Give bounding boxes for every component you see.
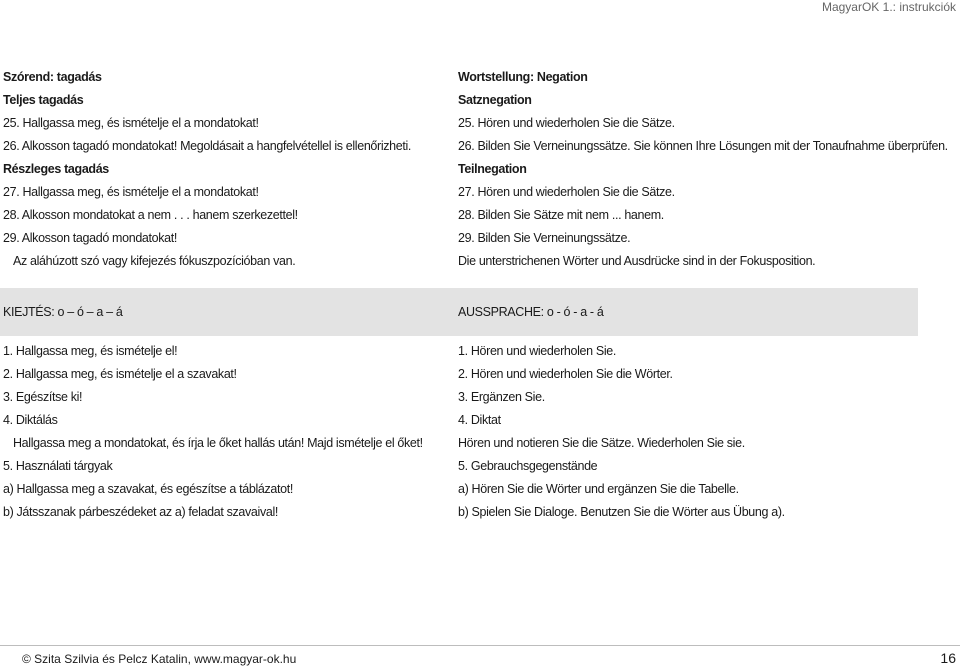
- instruction-line: 29. Bilden Sie Verneinungssätze.: [458, 231, 631, 245]
- kiejtes-heading: KIEJTÉS: o – ó – a – á: [3, 305, 123, 319]
- instruction-line: a) Hören Sie die Wörter und ergänzen Sie die Tabelle.: [458, 482, 739, 496]
- instruction-line: b) Spielen Sie Dialoge. Benutzen Sie die Wörter aus Übung a).: [458, 505, 785, 519]
- instruction-line: b) Játsszanak párbeszédeket az a) feladat szavaival!: [3, 505, 279, 519]
- page-number: 16: [940, 650, 956, 666]
- pronunciation-band: [0, 288, 918, 336]
- instruction-line: Die unterstrichenen Wörter und Ausdrücke sind in der Fokusposition.: [458, 254, 816, 268]
- instruction-line: Hallgassa meg a mondatokat, és írja le őket hallás után! Majd ismételje el őket!: [13, 436, 423, 450]
- instruction-line: 4. Diktat: [458, 413, 501, 427]
- hungarian-instructions-bottom: [3, 340, 423, 524]
- german-instructions-top: [458, 66, 948, 273]
- german-instructions-bottom: [458, 340, 785, 524]
- instruction-line: 29. Alkosson tagadó mondatokat!: [3, 231, 178, 245]
- hungarian-instructions-top: [3, 66, 411, 273]
- instruction-line: Hören und notieren Sie die Sätze. Wiederholen Sie sie.: [458, 436, 745, 450]
- instruction-line: a) Hallgassa meg a szavakat, és egészítse a táblázatot!: [3, 482, 293, 496]
- instruction-line: 5. Gebrauchsgegenstände: [458, 459, 598, 473]
- section-heading: Teljes tagadás: [3, 93, 84, 107]
- instruction-line: 1. Hallgassa meg, és ismételje el!: [3, 344, 178, 358]
- section-heading: Wortstellung: Negation: [458, 70, 588, 84]
- aussprache-heading: AUSSPRACHE: o - ó - a - á: [458, 305, 604, 319]
- instruction-line: 1. Hören und wiederholen Sie.: [458, 344, 617, 358]
- instruction-line: 25. Hören und wiederholen Sie die Sätze.: [458, 116, 675, 130]
- instruction-line: 28. Alkosson mondatokat a nem . . . hanem szerkezettel!: [3, 208, 298, 222]
- instruction-line: 27. Hören und wiederholen Sie die Sätze.: [458, 185, 675, 199]
- instruction-line: 28. Bilden Sie Sätze mit nem ... hanem.: [458, 208, 664, 222]
- copyright-credit: © Szita Szilvia és Pelcz Katalin, www.magyar-ok.hu: [22, 652, 297, 666]
- instruction-line: 26. Alkosson tagadó mondatokat! Megoldásait a hangfelvétellel is ellenőrizheti.: [3, 139, 412, 153]
- instruction-line: 3. Ergänzen Sie.: [458, 390, 545, 404]
- instruction-line: 25. Hallgassa meg, és ismételje el a mondatokat!: [3, 116, 259, 130]
- instruction-line: Az aláhúzott szó vagy kifejezés fókuszpozícióban van.: [13, 254, 296, 268]
- instruction-line: 4. Diktálás: [3, 413, 58, 427]
- instruction-line: 26. Bilden Sie Verneinungssätze. Sie können Ihre Lösungen mit der Tonaufnahme überprüfen.: [458, 139, 948, 153]
- instruction-line: 2. Hören und wiederholen Sie die Wörter.: [458, 367, 673, 381]
- running-header: MagyarOK 1.: instrukciók: [821, 0, 956, 14]
- instruction-line: 27. Hallgassa meg, és ismételje el a mondatokat!: [3, 185, 259, 199]
- instruction-line: 2. Hallgassa meg, és ismételje el a szavakat!: [3, 367, 237, 381]
- section-heading: Teilnegation: [458, 162, 527, 176]
- instruction-line: 3. Egészítse ki!: [3, 390, 83, 404]
- instruction-line: 5. Használati tárgyak: [3, 459, 113, 473]
- section-heading: Satznegation: [458, 93, 532, 107]
- footer-divider: [0, 645, 960, 646]
- section-heading: Szórend: tagadás: [3, 70, 102, 84]
- section-heading: Részleges tagadás: [3, 162, 109, 176]
